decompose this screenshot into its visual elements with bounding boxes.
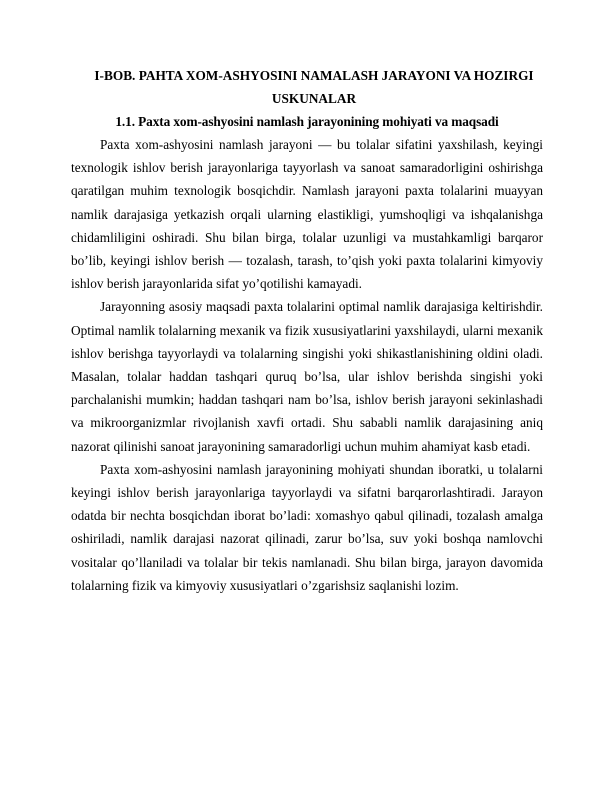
section-title: 1.1. Paxta xom-ashyosini namlash jarayonining mohiyati va maqsadi	[115, 114, 499, 129]
paragraph-1: Paxta xom-ashyosini namlash jarayoni — bu tolalar sifatini yaxshilash, keyingi texnologik ishlov berish jarayonlariga tayyorlash va sanoat samaradorligini oshirishga qaratilgan muhim texnologik bosqichdir. Namlash jarayoni paxta tolalarini muayyan namlik darajasiga yetkazish orqali ularning elastikligi, yumshoqligi va ishqalanishga chidamliligini oshiradi. Shu bilan birga, tolalar uzunligi va mustahkamligi barqaror bo’lib, keyingi ishlov berish — tozalash, tarash, to’qish yoki paxta tolalarini kimyoviy ishlov berish jarayonlarida sifat yo’qotilishi kamayadi.	[71, 137, 543, 292]
chapter-title: I-BOB. PAHTA XOM-ASHYOSINI NAMALASH JARAYONI VA HOZIRGI USKUNALAR	[94, 68, 534, 106]
paragraph-2: Jarayonning asosiy maqsadi paxta tolalarini optimal namlik darajasiga keltirishdir. Optimal namlik tolalarning mexanik va fizik xususiyatlarini yaxshilaydi, ularni mexanik ishlov berishga tayyorlaydi va tolalarning singishi yoki shikastlanishining oldini oladi. Masalan, tolalar haddan tashqari quruq bo’lsa, ular ishlov berishda singishi yoki parchalanishi mumkin; haddan tashqari nam bo’lsa, ishlov berish jarayoni sekinlashadi va mikroorganizmlar rivojlanish xavfi ortadi. Shu sababli namlik darajasining aniq nazorat qilinishi sanoat jarayonining samaradorligi uchun muhim ahamiyat kasb etadi.	[71, 299, 543, 454]
paragraph-3: Paxta xom-ashyosini namlash jarayonining mohiyati shundan iboratki, u tolalarni keyingi ishlov berish jarayonlariga tayyorlaydi va sifatni barqarorlashtiradi. Jarayon odatda bir nechta bosqichdan iborat bo’ladi: xomashyo qabul qilinadi, tozalash amalga oshiriladi, namlik darajasi nazorat qilinadi, zarur bo’lsa, suv yoki boshqa namlovchi vositalar qo’llaniladi va tolalar bir tekis namlanadi. Shu bilan birga, jarayon davomida tolalarning fizik va kimyoviy xususiyatlari o’zgarishsiz saqlanishi lozim.	[71, 461, 543, 593]
document-page	[71, 64, 543, 597]
